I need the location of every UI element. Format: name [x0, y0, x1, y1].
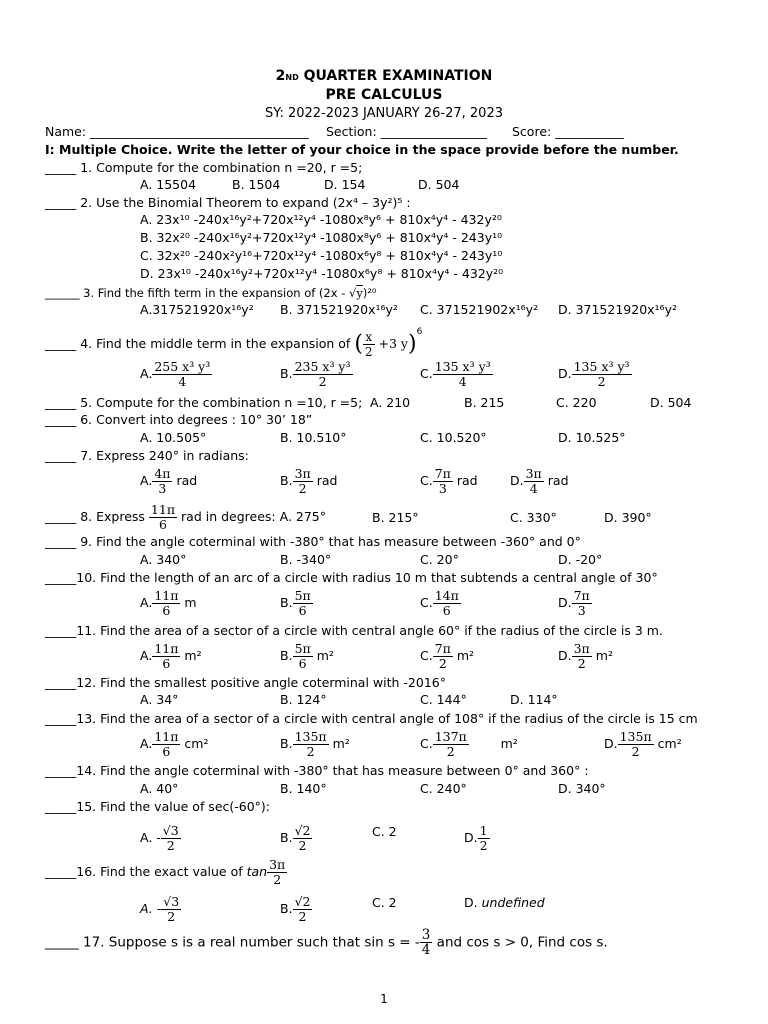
- q11-choice-d: D. $\frac{3\pi}{2}$ m²: [558, 641, 613, 671]
- q16-choice-b: B. $\frac{√2}{2}$: [280, 894, 311, 924]
- q8-choice-c: C. 330°: [510, 510, 557, 525]
- q14-choice-a: A. 40°: [140, 781, 179, 796]
- q6-stem: _____ 6. Convert into degrees : 10° 30’ 18”: [45, 412, 313, 427]
- q7-stem: _____ 7. Express 240° in radians:: [45, 448, 249, 463]
- subject-title: PRE CALCULUS: [325, 87, 443, 103]
- q2-choice-b: B. 32x²⁰ -240x¹⁶y²+720x¹²y⁴ -1080x⁸y⁶ + 810x⁴y⁴ - 243y¹⁰: [140, 230, 503, 245]
- q3-choice-c: C. 371521902x¹⁶y²: [420, 302, 539, 317]
- q8-choice-d: D. 390°: [604, 510, 652, 525]
- q13-choice-b: B. $\frac{135\pi}{2}$ m²: [280, 729, 350, 759]
- q5-choice-c: C. 220: [556, 395, 597, 410]
- q8-stem: _____ 8. Express $\frac{11\pi}{6}$ rad in degrees: A. 275°: [45, 502, 326, 532]
- q2-choice-d: D. 23x¹⁰ -240x¹⁶y²+720x¹²y⁴ -1080x⁶y⁸ + 810x⁴y⁴ - 432y²⁰: [140, 266, 504, 281]
- q5-stem: _____ 5. Compute for the combination n =10, r =5;: [45, 395, 363, 410]
- name-field[interactable]: Name: ___________________________________: [45, 124, 309, 139]
- q12-choice-b: B. 124°: [280, 692, 327, 707]
- q13-choice-c: C. $\frac{137\pi}{2}$ m²: [420, 729, 518, 759]
- q17-stem: _____ 17. Suppose s is a real number such that sin s = - $\frac{3}{4}$ and cos s > 0, Find cos s.: [45, 927, 608, 958]
- q9-choice-c: C. 20°: [420, 552, 459, 567]
- q3-choice-a: A.317521920x¹⁶y²: [140, 302, 254, 317]
- q16-choice-d: D. undefined: [464, 895, 545, 910]
- q6-choice-c: C. 10.520°: [420, 430, 487, 445]
- q6-choice-d: D. 10.525°: [558, 430, 626, 445]
- q14-choice-b: B. 140°: [280, 781, 327, 796]
- q4-choice-d: D. $\frac{\text{135 x³ y³}}{2}$: [558, 359, 630, 389]
- q10-stem: _____10. Find the length of an arc of a circle with radius 10 m that subtends a central angle of 30°: [45, 570, 658, 585]
- q5-choice-a: A. 210: [370, 395, 411, 410]
- q11-choice-a: A. $\frac{11\pi}{6}$ m²: [140, 641, 202, 671]
- q9-choice-b: B. -340°: [280, 552, 332, 567]
- q11-choice-b: B. $\frac{5\pi}{6}$ m²: [280, 641, 334, 671]
- q16-choice-c: C. 2: [372, 895, 397, 910]
- q12-choice-a: A. 34°: [140, 692, 179, 707]
- q16-choice-a: A. - $\frac{√3}{2}$: [140, 894, 180, 924]
- page-number: 1: [380, 992, 388, 1006]
- score-field[interactable]: Score: ___________: [512, 124, 624, 139]
- q4-choice-a: A. $\frac{\text{255 x³ y³}}{4}$: [140, 359, 211, 389]
- q4-choice-b: B. $\frac{\text{235 x³ y³}}{2}$: [280, 359, 351, 389]
- q10-choice-d: D. $\frac{7\pi}{3}$: [558, 588, 590, 618]
- q2-choice-a: A. 23x¹⁰ -240x¹⁶y²+720x¹²y⁴ -1080x⁸y⁶ + 810x⁴y⁴ - 432y²⁰: [140, 212, 502, 227]
- q15-choice-b: B. $\frac{√2}{2}$: [280, 823, 311, 853]
- q11-choice-c: C. $\frac{7\pi}{2}$ m²: [420, 641, 475, 671]
- q7-choice-d: D. $\frac{3\pi}{4}$ rad: [510, 466, 569, 496]
- q1-choice-b: B. 1504: [232, 177, 281, 192]
- q2-choice-c: C. 32x²⁰ -240x²y¹⁶+720x¹²y⁴ -1080x⁶y⁸ + 810x⁴y⁴ - 243y¹⁰: [140, 248, 503, 263]
- q12-stem: _____12. Find the smallest positive angle coterminal with -2016°: [45, 675, 446, 690]
- q14-choice-c: C. 240°: [420, 781, 467, 796]
- q7-choice-b: B. $\frac{3\pi}{2}$ rad: [280, 466, 338, 496]
- q1-stem: _____ 1. Compute for the combination n =20, r =5;: [45, 160, 363, 175]
- q4-stem: _____ 4. Find the middle term in the expansion of ( $\frac{x}{2}$ +3 y)$^6$: [45, 327, 423, 359]
- q8-choice-b: B. 215°: [372, 510, 419, 525]
- q14-choice-d: D. 340°: [558, 781, 606, 796]
- q6-choice-a: A. 10.505°: [140, 430, 207, 445]
- q9-choice-a: A. 340°: [140, 552, 187, 567]
- q4-choice-c: C. $\frac{\text{135 x³ y³}}{4}$: [420, 359, 491, 389]
- q9-stem: _____ 9. Find the angle coterminal with -380° that has measure between -360° and 0°: [45, 534, 581, 549]
- q13-stem: _____13. Find the area of a sector of a circle with central angle of 108° if the radius of the circle is 15 cm: [45, 711, 698, 726]
- q3-choice-d: D. 371521920x¹⁶y²: [558, 302, 677, 317]
- q5-choice-b: B. 215: [464, 395, 505, 410]
- q7-choice-c: C. $\frac{7\pi}{3}$ rad: [420, 466, 478, 496]
- q12-choice-c: C. 144°: [420, 692, 467, 707]
- q9-choice-d: D. -20°: [558, 552, 603, 567]
- q13-choice-a: A. $\frac{11\pi}{6}$ cm²: [140, 729, 209, 759]
- q10-choice-b: B. $\frac{5\pi}{6}$: [280, 588, 311, 618]
- exam-title: 2ND QUARTER EXAMINATION: [275, 68, 493, 84]
- q15-choice-a: A. - $\frac{√3}{2}$: [140, 823, 179, 853]
- q10-choice-a: A. $\frac{11\pi}{6}$ m: [140, 588, 197, 618]
- q2-stem: _____ 2. Use the Binomial Theorem to expand (2x⁴ – 3y²)⁵ :: [45, 195, 411, 210]
- q3-stem: ______ 3. Find the fifth term in the expansion of (2x - √y)²⁰: [45, 286, 377, 300]
- q6-choice-b: B. 10.510°: [280, 430, 347, 445]
- q13-choice-d: D. $\frac{135\pi}{2}$ cm²: [604, 729, 682, 759]
- q16-stem: _____16. Find the exact value of tan $\frac{3\pi}{2}$: [45, 857, 286, 887]
- q5-choice-d: D. 504: [650, 395, 692, 410]
- q15-stem: _____15. Find the value of sec(-60°):: [45, 799, 271, 814]
- q1-choice-d: D. 504: [418, 177, 460, 192]
- q7-choice-a: A. $\frac{4\pi}{3}$ rad: [140, 466, 198, 496]
- q11-stem: _____11. Find the area of a sector of a circle with central angle 60° if the radius of the circle is 3 m.: [45, 623, 663, 638]
- q12-choice-d: D. 114°: [510, 692, 558, 707]
- q1-choice-c: D. 154: [324, 177, 366, 192]
- school-year: SY: 2022-2023 JANUARY 26-27, 2023: [265, 106, 503, 121]
- q15-choice-c: C. 2: [372, 824, 397, 839]
- q10-choice-c: C. $\frac{14\pi}{6}$: [420, 588, 459, 618]
- q1-choice-a: A. 15504: [140, 177, 197, 192]
- section-field[interactable]: Section: _________________: [326, 124, 487, 139]
- instructions: I: Multiple Choice. Write the letter of your choice in the space provide before the number.: [45, 142, 679, 157]
- q15-choice-d: D. $\frac{1}{2}$: [464, 823, 488, 853]
- q14-stem: _____14. Find the angle coterminal with -380° that has measure between 0° and 360° :: [45, 763, 589, 778]
- q3-choice-b: B. 371521920x¹⁶y²: [280, 302, 398, 317]
